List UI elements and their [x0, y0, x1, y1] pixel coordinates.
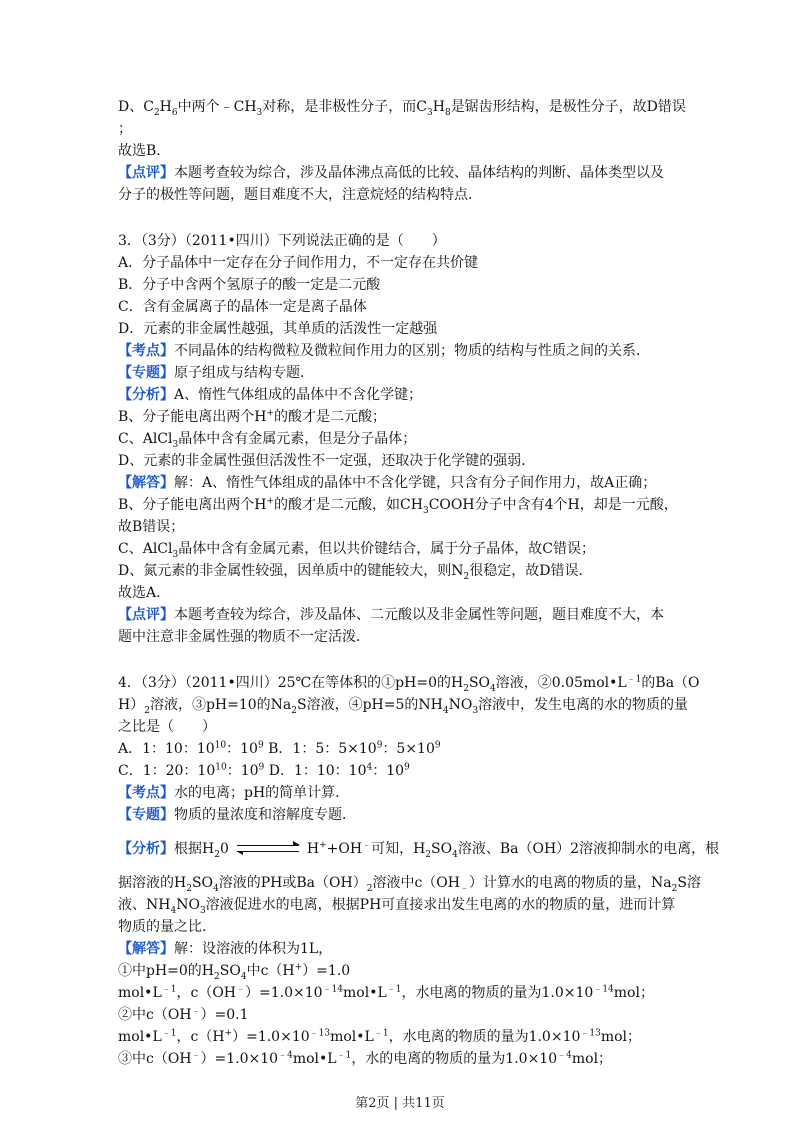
fenxi-tag: 【分析】	[118, 387, 174, 403]
jieda-text: 解：A、惰性气体组成的晶体中不含化学键，只含有分子间作用力，故A正确；	[174, 475, 657, 491]
subscript: 2	[366, 883, 373, 894]
text-run: 中两个﹣CH	[177, 99, 257, 115]
subscript: 3	[172, 439, 179, 450]
text-run: H）	[118, 697, 145, 713]
q3-answer: 故选A．	[118, 585, 171, 601]
q3-fenxi-d: D、元素的非金属性强但活泼性不一定强，还取决于化学键的强弱．	[118, 453, 536, 469]
superscript: ﹣1	[161, 1028, 177, 1039]
subscript: 4	[170, 905, 177, 916]
text-run: ：5×10	[382, 741, 435, 757]
subscript: 3	[256, 107, 263, 118]
equilibrium-arrow-icon	[237, 842, 299, 856]
text-run: ①中pH=0的H	[118, 963, 215, 979]
text-run: A．1：10：10	[118, 741, 215, 757]
superscript: ﹣4	[278, 1050, 293, 1061]
text-run: D．1：10：10	[264, 763, 367, 779]
fenxi-tag: 【分析】	[118, 841, 174, 857]
text-run: mol•L	[292, 1051, 337, 1067]
superscript: ﹣1	[386, 984, 402, 995]
kaodian-text: 不同晶体的结构微粒及微粒间作用力的区别；物质的结构与性质之间的关系．	[174, 343, 650, 359]
q3-comment-cont: 题中注意非金属性强的物质不一定活泼．	[118, 629, 370, 645]
q3-zhuanti	[118, 362, 690, 384]
q3-stem: 3．（3分）（2011•四川）下列说法正确的是（ ）	[118, 233, 446, 249]
q4-jieda-1	[118, 960, 690, 982]
text-run: H	[159, 99, 172, 115]
q3-comment	[118, 604, 690, 626]
text-run: ，水的电离的物质的量为1.0×10	[351, 1051, 558, 1067]
text-run: ）计算水的电离的物质的量，Na	[469, 875, 672, 891]
superscript: ﹣14	[322, 984, 344, 995]
page-content	[118, 96, 720, 1070]
text-run: ②中c（OH	[118, 1007, 192, 1023]
text-run: 的Ba（O	[641, 675, 700, 691]
subscript: 8	[444, 107, 451, 118]
q2-option-d-analysis	[118, 96, 690, 118]
superscript: 10	[214, 740, 227, 751]
text-run: 溶液，②0.05mol•L	[495, 675, 627, 691]
text-run: SO	[431, 841, 453, 857]
text-run: 很稳定，故D错误．	[469, 563, 593, 579]
text-run: 溶液、Ba（OH）	[457, 841, 571, 857]
superscript: 9	[258, 762, 265, 773]
text-run: B、分子能电离出两个H	[118, 409, 267, 425]
q4-jieda-2	[118, 982, 690, 1004]
superscript: ﹣	[191, 1050, 201, 1061]
text-run: ，水电离的物质的量为1.0×10	[388, 1029, 581, 1045]
text-run: B、分子能电离出两个H	[118, 497, 267, 513]
text-run: D、C	[118, 99, 154, 115]
subscript: 4	[442, 705, 449, 716]
text-run: 溶液，③pH=10的Na	[149, 697, 292, 713]
q3-option-c: C．含有金属离子的晶体一定是离子晶体	[118, 299, 367, 315]
subscript: ﹣	[459, 883, 469, 894]
kaodian-tag: 【考点】	[118, 785, 174, 801]
q2-semicolon: ；	[118, 121, 132, 137]
subscript: 2	[463, 571, 470, 582]
text-run: +OH	[326, 841, 363, 857]
text-run: mol•L	[118, 985, 162, 1001]
text-run: ③中c（OH	[118, 1051, 192, 1067]
q2-comment-cont: 分子的极性等问题，题目难度不大，注意烷烃的结构特点．	[118, 187, 482, 203]
q4-jieda-4	[118, 1026, 690, 1048]
text-run: 晶体中含有金属元素，但是分子晶体；	[178, 431, 417, 447]
text-run: NO	[448, 697, 473, 713]
q4-stem-2	[118, 694, 690, 716]
fenxi-text: A、惰性气体组成的晶体中不含化学键；	[174, 387, 423, 403]
superscript: +	[266, 496, 275, 507]
superscript: ﹣13	[309, 1028, 331, 1039]
superscript: +	[294, 962, 303, 973]
superscript: 9	[434, 740, 441, 751]
q4-fenxi-2	[118, 872, 701, 894]
text-run: 2	[570, 841, 580, 857]
text-run: H	[306, 841, 320, 857]
q4-options-ab	[118, 738, 690, 760]
kaodian-text: 水的电离；pH的简单计算．	[174, 785, 350, 801]
text-run: 4．（3分）（2011•四川）25℃在等体积的①pH=0的H	[118, 675, 464, 691]
comment-tag: 【点评】	[118, 165, 174, 181]
q3-fenxi	[118, 384, 690, 406]
q4-jieda-3	[118, 1004, 690, 1026]
text-run: B．1：5：5×10	[263, 741, 377, 757]
superscript: 9	[376, 740, 383, 751]
superscript: +	[266, 408, 275, 419]
text-run: 是锯齿形结构，是极性分子，故D错误	[450, 99, 686, 115]
superscript: +	[319, 840, 327, 851]
superscript: ﹣4	[557, 1050, 572, 1061]
text-run: ：10	[226, 741, 258, 757]
zhuanti-text: 原子组成与结构专题．	[174, 365, 314, 381]
q4-stem-3: 之比是（ ）	[118, 719, 216, 735]
text-run: ：10	[226, 763, 259, 779]
text-run: ）=1.0×10	[245, 985, 323, 1001]
q3-fenxi-c	[118, 428, 690, 450]
subscript: 4	[240, 971, 247, 982]
q4-fenxi	[118, 834, 720, 864]
zhuanti-text: 物质的量浓度和溶解度专题．	[174, 807, 356, 823]
text-run: 溶液促进水的电离，根据PH可直接求出发生电离的水的物质的量，进而计算	[205, 897, 676, 913]
text-run: mol；	[571, 1051, 613, 1067]
subscript: 2	[463, 683, 469, 694]
comment-tag: 【点评】	[118, 607, 174, 623]
q3-fenxi-b	[118, 406, 690, 428]
text-run: 据溶液的H	[118, 875, 187, 891]
superscript: 9	[257, 740, 264, 751]
subscript: 4	[490, 683, 496, 694]
text-run: 液、NH	[118, 897, 171, 913]
superscript: ﹣1	[373, 1028, 389, 1039]
fenxi-rest	[306, 840, 720, 860]
superscript: ﹣1	[161, 984, 177, 995]
zhuanti-tag: 【专题】	[118, 807, 174, 823]
superscript: 4	[366, 762, 373, 773]
text-run: ，c（OH	[176, 985, 237, 1001]
q3-jieda-b2: 故B错误；	[118, 519, 185, 535]
subscript: 2	[186, 883, 192, 894]
text-run: 溶液抑制水的电离，根	[579, 841, 720, 857]
subscript: 2	[671, 883, 678, 894]
text-run: ：10	[372, 763, 405, 779]
q3-kaodian	[118, 340, 690, 362]
subscript: 2	[144, 705, 150, 716]
text-run: ，c（H	[176, 1029, 225, 1045]
page-footer: 第2页 | 共11页	[355, 1096, 445, 1111]
text-run: C．1：20：10	[118, 763, 216, 779]
q3-jieda-d	[118, 560, 690, 582]
superscript: ﹣	[362, 840, 372, 851]
text-run: ，水电离的物质的量为1.0×10	[401, 985, 594, 1001]
comment-text: 本题考查较为综合，涉及晶体沸点高低的比较、晶体结构的判断、晶体类型以及	[174, 165, 664, 181]
superscript: 9	[404, 762, 410, 773]
text-run: COOH分子中含有4个H，却是一元酸，	[428, 497, 678, 513]
text-run: ）=1.0×10	[232, 1029, 310, 1045]
text-run: 可知，H	[371, 841, 426, 857]
subscript: 2	[153, 107, 160, 118]
q3-option-b: B．分子中含两个氢原子的酸一定是二元酸	[118, 277, 381, 293]
text-run: mol•L	[330, 1029, 374, 1045]
q3-option-a: A．分子晶体中一定存在分子间作用力，不一定存在共价键	[118, 255, 479, 271]
text-run: mol；	[613, 985, 654, 1001]
superscript: ﹣1	[626, 674, 642, 685]
fenxi-text: 根据H	[174, 841, 215, 857]
fenxi-sub: 2	[214, 849, 220, 860]
jieda-text: 解：设溶液的体积为1L，	[174, 941, 333, 957]
text-run: SO	[219, 963, 241, 979]
q2-answer: 故选B．	[118, 143, 171, 159]
superscript: ﹣	[191, 1006, 201, 1017]
superscript: ﹣	[236, 984, 246, 995]
text-run: 溶液中c（OH	[372, 875, 460, 891]
text-run: C、AlCl	[118, 431, 173, 447]
jieda-tag: 【解答】	[118, 475, 174, 491]
subscript: 3	[199, 905, 206, 916]
text-run: SO	[191, 875, 214, 891]
subscript: 2	[214, 971, 220, 982]
text-run: mol•L	[118, 1029, 162, 1045]
q3-option-d: D．元素的非金属性越强，其单质的活泼性一定越强	[118, 321, 438, 337]
q3-jieda	[118, 472, 690, 494]
subscript: 3	[472, 705, 479, 716]
text-run: C、AlCl	[118, 541, 173, 557]
kaodian-tag: 【考点】	[118, 343, 174, 359]
zhuanti-tag: 【专题】	[118, 365, 174, 381]
jieda-tag: 【解答】	[118, 941, 174, 957]
subscript: 4	[452, 849, 458, 860]
text-run: 中c（H	[246, 963, 295, 979]
superscript: ﹣14	[593, 984, 614, 995]
q4-zhuanti	[118, 804, 690, 826]
subscript: 6	[171, 107, 178, 118]
text-run: D、氮元素的非金属性较强，因单质中的键能较大，则N	[118, 563, 464, 579]
text-run: NO	[176, 897, 200, 913]
text-run: mol；	[600, 1029, 642, 1045]
subscript: 2	[291, 705, 297, 716]
comment-text: 本题考查较为综合，涉及晶体、二元酸以及非金属性等问题，题目难度不大，本	[174, 607, 664, 623]
text-run: H	[432, 99, 445, 115]
subscript: 3	[172, 549, 179, 560]
q4-stem-1	[118, 672, 700, 694]
q3-jieda-c	[118, 538, 690, 560]
text-run: ）=1.0	[302, 963, 351, 979]
superscript: +	[224, 1028, 233, 1039]
subscript: 4	[213, 883, 219, 894]
fenxi-text: 0	[219, 841, 229, 857]
text-run: ）=1.0×10	[200, 1051, 279, 1067]
q4-jieda-5	[118, 1048, 690, 1070]
q4-fenxi-4: 物质的量之比．	[118, 919, 216, 935]
subscript: 3	[427, 107, 433, 118]
q2-comment	[118, 162, 690, 184]
q3-jieda-b	[118, 494, 690, 516]
subscript: 3	[422, 505, 429, 516]
superscript: ﹣1	[336, 1050, 352, 1061]
subscript: 2	[425, 849, 432, 860]
text-run: mol•L	[343, 985, 387, 1001]
superscript: 10	[215, 762, 227, 773]
text-run: 溶液的PH或Ba（OH）	[218, 875, 367, 891]
text-run: ）=0.1	[200, 1007, 249, 1023]
superscript: ﹣13	[580, 1028, 601, 1039]
text-run: 的酸才是二元酸；	[274, 409, 387, 425]
text-run: SO	[468, 675, 491, 691]
q4-fenxi-3	[118, 894, 690, 916]
text-run: 的酸才是二元酸，如CH	[274, 497, 423, 513]
q4-kaodian	[118, 782, 690, 804]
text-run: 晶体中含有金属元素，但以共价键结合，属于分子晶体，故C错误；	[178, 541, 595, 557]
q4-jieda	[118, 938, 690, 960]
text-run: 对称，是非极性分子，而C	[262, 99, 427, 115]
text-run: S溶液，④pH=5的NH	[297, 697, 443, 713]
text-run: S溶	[677, 875, 701, 891]
text-run: 溶液中，发生电离的水的物质的量	[478, 697, 689, 713]
q4-options-cd	[118, 760, 690, 782]
